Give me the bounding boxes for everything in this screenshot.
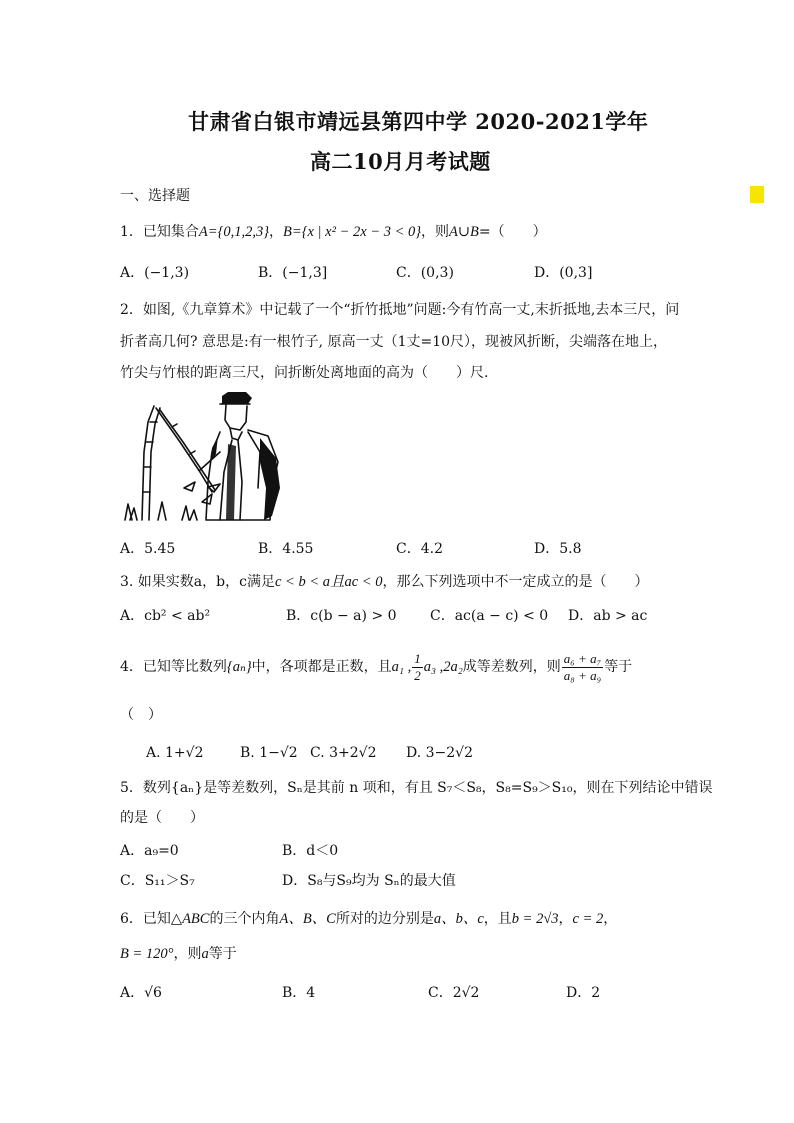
q5-option-c: C．S₁₁＞S₇ bbox=[120, 873, 195, 889]
q3-option-c: C．ac(a − c) < 0 bbox=[430, 608, 549, 624]
q6-angle-b: B = 120° bbox=[120, 946, 174, 962]
q2-option-d: D．5.8 bbox=[534, 541, 582, 557]
q4-ratio-denominator: a₈ + a₉ bbox=[563, 667, 602, 683]
q6-angles: A、B、C bbox=[279, 911, 336, 927]
q3-option-d: D．ab > ac bbox=[568, 608, 648, 624]
q6-option-a: A．√6 bbox=[120, 985, 162, 1001]
q2-option-c: C．4.2 bbox=[396, 541, 443, 557]
q6-c-value: c = 2 bbox=[572, 911, 604, 927]
q6-text-e: ，则 bbox=[173, 946, 202, 962]
highlight-marker bbox=[750, 186, 764, 203]
q2-line-2: 折者高几何? 意思是:有一根竹子, 原高一丈（1丈=10尺），现被风折断，尖端落在地上， bbox=[120, 334, 668, 350]
q1-option-d: D．(0,3] bbox=[534, 265, 593, 281]
q1-set-b: B={x | x² − 2x − 3 < 0} bbox=[283, 224, 422, 240]
q6-option-c: C．2√2 bbox=[428, 985, 480, 1001]
q1-text-a: 1．已知集合 bbox=[120, 224, 199, 240]
page-subtitle: 高二10月月考试题 bbox=[310, 149, 491, 174]
q6-option-d: D．2 bbox=[566, 985, 601, 1001]
q3-option-a: A．cb² < ab² bbox=[120, 608, 211, 624]
q3-condition: c < b < a且ac < 0 bbox=[274, 574, 383, 590]
q5-option-b: B．d＜0 bbox=[282, 843, 339, 859]
q3-text-a: 3. 如果实数a，b，c满足 bbox=[120, 574, 275, 590]
q6-end: ， bbox=[603, 911, 618, 927]
q1-comma: ， bbox=[269, 224, 284, 240]
q4-ratio-numerator: a₆ + a₇ bbox=[563, 650, 602, 666]
q4-option-c: C. 3+2√2 bbox=[310, 745, 377, 761]
q1-option-a: A．(−1,3) bbox=[120, 265, 190, 281]
question-3-stem bbox=[120, 572, 648, 592]
q4-text-b: 中，各项都是正数，且 bbox=[251, 659, 392, 675]
q3-text-b: ，那么下列选项中不一定成立的是（ ） bbox=[382, 574, 649, 590]
q4-text-a: 4．已知等比数列 bbox=[120, 659, 227, 675]
q2-option-a: A．5.45 bbox=[120, 541, 176, 557]
q2-option-b: B．4.55 bbox=[258, 541, 314, 557]
q1-union: A∪B bbox=[449, 224, 479, 240]
q5-line-1: 5．数列{aₙ}是等差数列，Sₙ是其前 n 项和，有且 S₇＜S₈，S₈=S₉＞S₁₀，则在下列结论中错误 bbox=[120, 780, 713, 796]
q6-b-value: b = 2√3 bbox=[511, 911, 559, 927]
question-6-line-2 bbox=[120, 944, 237, 964]
q6-a-var: a bbox=[201, 946, 209, 962]
q1-text-b: ，则 bbox=[421, 224, 450, 240]
q3-option-b: B．c(b − a) > 0 bbox=[286, 608, 397, 624]
q1-option-b: B．(−1,3] bbox=[258, 265, 328, 281]
question-4-stem bbox=[120, 650, 632, 684]
q6-text-f: 等于 bbox=[208, 946, 237, 962]
q4-a3: a₃ ,2a₂ bbox=[423, 659, 463, 675]
q5-line-2: 的是（ ） bbox=[120, 810, 204, 826]
q4-text-d: 等于 bbox=[604, 659, 633, 675]
q6-separator: ， bbox=[558, 911, 573, 927]
q5-option-a: A．a₉=0 bbox=[120, 843, 179, 859]
q5-option-d: D．S₈与S₉均为 Sₙ的最大值 bbox=[282, 873, 456, 889]
q4-text-c: 成等差数列，则 bbox=[462, 659, 561, 675]
q6-option-b: B．4 bbox=[282, 985, 316, 1001]
q4-option-b: B. 1−√2 bbox=[240, 745, 298, 761]
q6-sides: a、b、c bbox=[433, 911, 484, 927]
q4-paren: （ ） bbox=[120, 707, 162, 723]
q2-line-1: 2．如图,《九章算术》中记载了一个“折竹抵地”问题:今有竹高一丈,末折抵地,去本三尺，问 bbox=[120, 302, 680, 318]
question-6-line-1 bbox=[120, 909, 617, 929]
q4-ratio-fraction bbox=[562, 651, 603, 684]
q1-text-c: =（ ） bbox=[478, 224, 547, 240]
q4-a1: a₁ , bbox=[391, 659, 412, 675]
q6-text-a: 6．已知 bbox=[120, 911, 171, 927]
q4-half-fraction bbox=[412, 651, 423, 684]
q6-text-c: 所对的边分别是 bbox=[335, 911, 434, 927]
q6-triangle: △ABC bbox=[170, 911, 210, 927]
q4-half-numerator: 1 bbox=[414, 650, 421, 666]
q4-half-denominator: 2 bbox=[414, 667, 421, 683]
bamboo-scholar-illustration bbox=[120, 392, 285, 527]
q1-set-a: A={0,1,2,3} bbox=[198, 224, 270, 240]
q4-option-a: A. 1+√2 bbox=[146, 745, 204, 761]
question-1-stem bbox=[120, 222, 547, 242]
section-heading: 一、选择题 bbox=[120, 188, 190, 204]
q1-option-c: C．(0,3) bbox=[396, 265, 454, 281]
q4-sequence: {aₙ} bbox=[226, 659, 252, 675]
q6-text-b: 的三个内角 bbox=[209, 911, 280, 927]
q6-text-d: ，且 bbox=[483, 911, 512, 927]
q2-line-3: 竹尖与竹根的距离三尺，问折断处离地面的高为（ ）尺. bbox=[120, 365, 489, 381]
q4-option-d: D. 3−2√2 bbox=[406, 745, 473, 761]
page-title: 甘肃省白银市靖远县第四中学 2020-2021学年 bbox=[188, 109, 649, 134]
